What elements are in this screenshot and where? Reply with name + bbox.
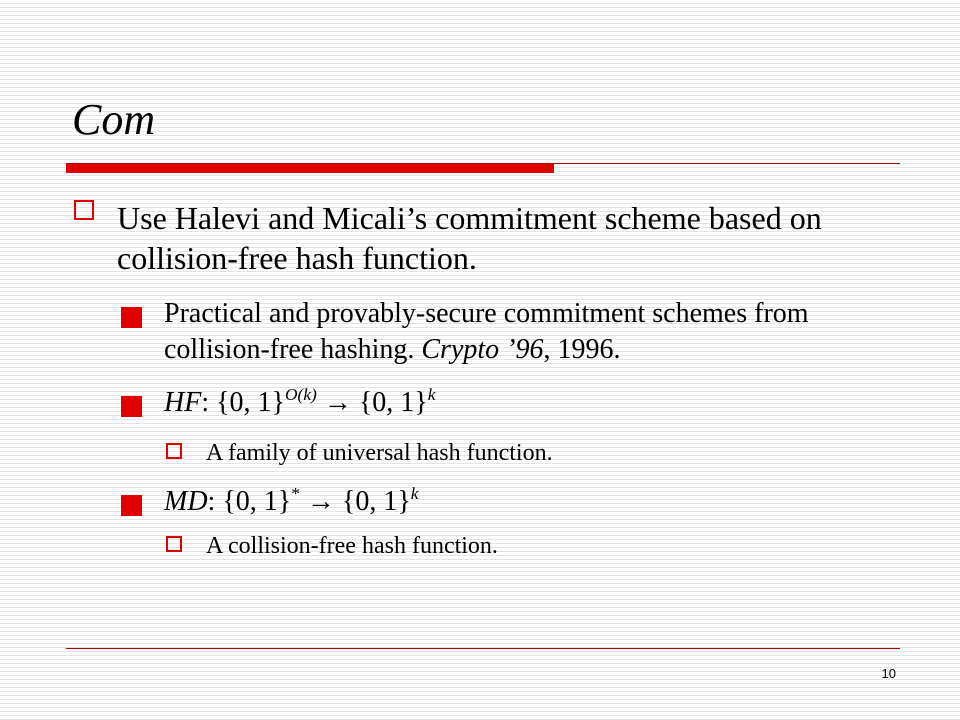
md-name: MD <box>164 486 208 517</box>
bullet-md <box>164 484 894 520</box>
hf-domain: : {0, 1} <box>201 387 285 418</box>
md-range-exponent: k <box>410 483 419 503</box>
hf-name: HF <box>164 387 202 418</box>
md-range: → {0, 1} <box>299 486 411 517</box>
hf-range: → {0, 1} <box>316 387 428 418</box>
footer-rule <box>66 648 900 649</box>
slide-title: Com <box>72 95 156 144</box>
page-number: 10 <box>881 666 896 681</box>
bullet-hf <box>164 385 894 421</box>
solid-square-icon <box>121 495 142 516</box>
hf-domain-exponent: O(k) <box>285 384 317 404</box>
hf-range-exponent: k <box>427 384 436 404</box>
reference-text: Practical and provably-secure commitment schemes from collision-free hashing. <box>164 298 809 365</box>
md-domain: : {0, 1} <box>207 486 292 517</box>
md-domain-exponent: * <box>291 483 300 503</box>
bullet-main: Use Halevi and Micali’s commitment scheme based on collision-free hash function. <box>117 200 822 276</box>
title-underline-accent <box>66 164 554 173</box>
bullet-hf-sub: A family of universal hash function. <box>206 440 553 466</box>
solid-square-icon <box>121 307 142 328</box>
hollow-square-icon <box>166 536 182 552</box>
reference-venue: Crypto ’96 <box>421 334 544 365</box>
bullet-reference <box>164 296 894 368</box>
reference-year: , 1996. <box>543 334 621 365</box>
solid-square-icon <box>121 396 142 417</box>
bullet-md-sub: A collision-free hash function. <box>206 533 498 559</box>
hollow-square-icon <box>166 443 182 459</box>
hollow-square-icon <box>74 200 94 220</box>
